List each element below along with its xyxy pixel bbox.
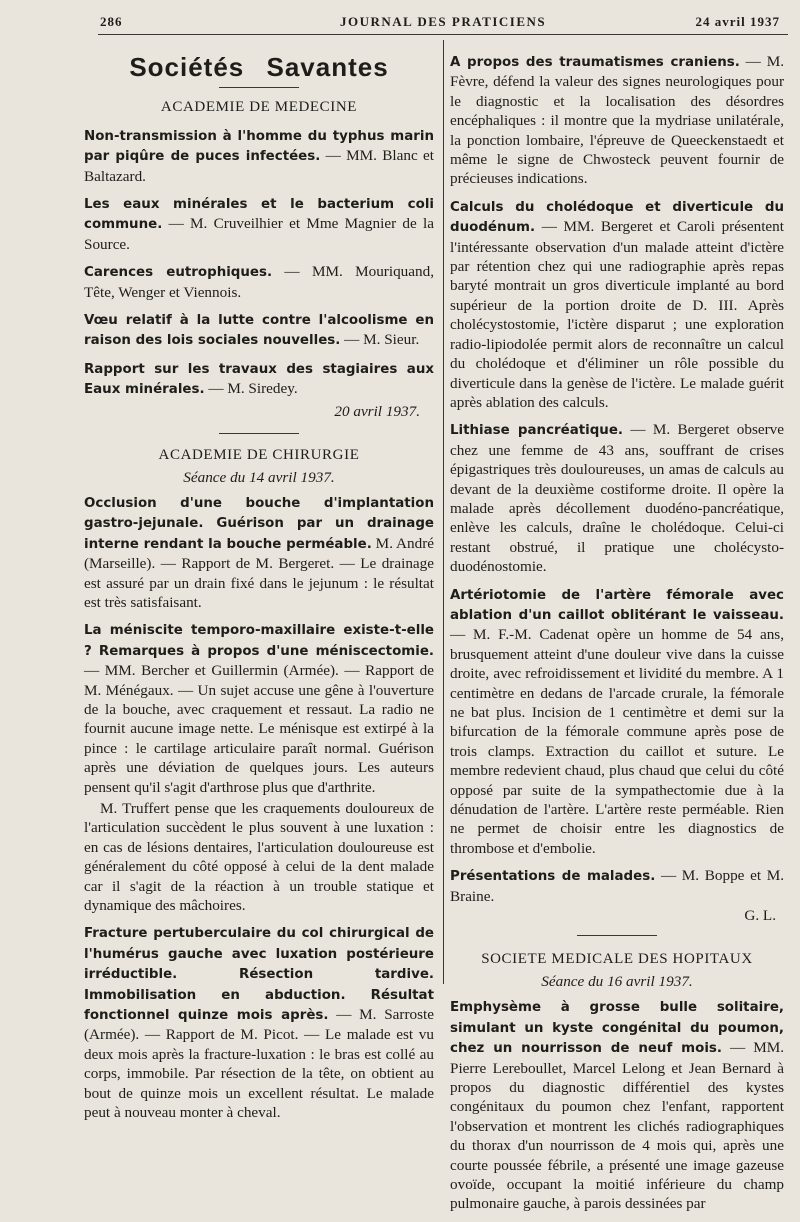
- article-text: — MM. Pierre Lereboullet, Marcel Lelong et Jean Bernard à propos du diagnostic différentiel des kystes congénitaux du poumon chez l'enfant, rapportent l'observation et montrent les clichés radiographiques du thorax d'un nourrisson de 4 mois qui, après une courte poussée fébrile, a présenté une image gazeuse ovoïde, occupant la moitié inférieure du champ pulmonaire gauche, à parois dessinées par: [450, 1039, 784, 1213]
- article-title: Vœu relatif à la lutte contre l'alcoolisme en raison des lois sociales nouvelles.: [84, 313, 434, 349]
- article-text: — MM. Bercher et Guillermin (Armée). — Rapport de M. Ménégaux. — Un sujet accuse une gêne à l'ouverture de la bouche, avec craquement et ressaut. La radio ne fournit aucune image nette. Le ménisque est extirpé à la pince : le cartilage articulaire paraît normal. Guérison après une déviation de quelques jours. Les auteurs pensent qu'il s'agit d'arthrose plus que d'arthrite.: [84, 662, 434, 796]
- article-title: A propos des traumatismes craniens.: [450, 55, 740, 70]
- article-title: Rapport sur les travaux des stagiaires aux Eaux minérales.: [84, 361, 434, 398]
- article-text: — M. Boppe et M. Braine.: [450, 867, 784, 905]
- article-title: Lithiase pancréatique.: [450, 423, 624, 439]
- article-text: M. Truffert pense que les craquements douloureux de l'articulation succèdent le plus souvent à une luxation : en cas de lésions dentaires, l'articulation douloureuse est généralement du côté opposé à celui de la dent malade car il s'agit de la réaction à un trouble statique et dynamique des mâchoires.: [84, 800, 434, 915]
- article-title: Emphysème à grosse bulle solitaire, simulant un kyste congénital du poumon, chez un nourrisson de neuf mois.: [450, 1000, 784, 1057]
- issue-date: 24 avril 1937: [695, 14, 780, 29]
- article-text: — M. Bergeret observe chez une femme de 43 ans, souffrant de crises épigastriques très douloureuses, un amas de calculs au devant de la deuxième costiforme droite. Il opère la malade après décollement duodéno-pancréatique, enlève les calculs, draîne le cholédoque. Celui-ci restant obstrué, il pratique une cholécysto-duodénostomie.: [450, 421, 784, 576]
- divider: [219, 87, 299, 88]
- journal-title: JOURNAL DES PRATICIENS: [340, 14, 547, 29]
- section-date: 20 avril 1937.: [334, 402, 420, 420]
- article-entry: [450, 197, 784, 412]
- article-entry: [84, 620, 434, 797]
- article-text: — MM. Bergeret et Caroli présentent l'intéressante observation d'un malade atteint d'ictère par rétention chez qui une radiographie après repas baryté montrait un gros diverticule implanté au bord supérieur de la portion droite de D. III. Après cholécystostomie, l'ictère disparut ; une exploration radio-lipiodolée permit alors de reconnaître un calcul du cholédoque et d'éliminer un rôle possible du diverticule dans la genèse de l'ictère. Le malade guérit après ablation des calculs.: [450, 218, 784, 411]
- article-text: — M. F.-M. Cadenat opère un homme de 54 ans, brusquement atteint d'une douleur vive dans la cuisse droite, avec refroidissement et lividité du membre. A 1 centimètre en dedans de l'arcade crurale, la fémorale ne bat plus. Incision de 1 centimètre et demi sur la bifurcation de la fémorale commune après pose de trois clamps. Extraction du caillot et suture. Le membre redevient chaud, plus chaud que celui du côté opposé par suite de la sympathectomie due à la dénudation de l'artère. L'artère reste perméable. Rien ne permet de choisir entre les diagnostics de thrombose et d'embolie.: [450, 626, 784, 857]
- section-title-academie-chirurgie: ACADEMIE DE CHIRURGIE: [158, 447, 360, 464]
- article-entry: [84, 923, 434, 1122]
- article-text: — MM. Mouriquand, Tête, Wenger et Viennois.: [84, 263, 434, 301]
- article-text: — M. Sieur.: [340, 331, 420, 349]
- article-text: — M. Cruveilhier et Mme Magnier de la Source.: [84, 215, 434, 253]
- divider: [219, 433, 299, 434]
- left-column: [84, 52, 434, 1131]
- article-text: — MM. Blanc et Baltazard.: [84, 147, 434, 185]
- article-entry: [450, 52, 784, 189]
- article-text: — M. Fèvre, défend la valeur des signes neurologiques pour le diagnostic et la localisation des désordres encéphaliques : il montre que la mydriase unilatérale, la ponction lombaire, l'épreuve de Queeckenstaedt et même le signe de Chwosteck peuvent fournir de précieuses indications.: [450, 53, 784, 188]
- article-entry: [84, 799, 434, 915]
- article-title: La méniscite temporo-maxillaire existe-t-elle ? Remarques à propos d'une méniscectomie.: [84, 623, 434, 659]
- signature: G. L.: [744, 907, 776, 925]
- article-title: Artériotomie de l'artère fémorale avec ablation d'un caillot oblitérant le vaisseau.: [450, 587, 784, 623]
- article-text: — M. Siredey.: [204, 380, 298, 398]
- article-title: Calculs du cholédoque et diverticule du duodénum.: [450, 199, 784, 236]
- page-title: Sociétés Savantes: [129, 52, 389, 82]
- seance-date: Séance du 16 avril 1937.: [541, 972, 693, 990]
- article-entry: [84, 493, 434, 612]
- article-title: Fracture pertuberculaire du col chirurgical de l'humérus gauche avec luxation postérieure irréductible. Résection tardive. Immobilisation en abduction. Résultat fonctionnel quinze mois après.: [84, 926, 434, 1024]
- article-title: Présentations de malades.: [450, 869, 656, 885]
- section-title-academie-medecine: ACADEMIE DE MEDECINE: [160, 99, 358, 116]
- article-entry: [450, 420, 784, 576]
- article-title: Les eaux minérales et le bacterium coli commune.: [84, 197, 434, 233]
- article-entry: [84, 310, 434, 351]
- seance-date: Séance du 14 avril 1937.: [183, 468, 335, 486]
- column-rule: [443, 40, 444, 984]
- article-title: Occlusion d'une bouche d'implantation gastro-jejunale. Guérison par un drainage interne rendant la bouche perméable.: [84, 495, 434, 552]
- article-text: — M. Sarroste (Armée). — Rapport de M. Picot. — Le malade est vu deux mois après la fracture-luxation : le bras est collé au corps, immobile. Par résection de la tête, on obtient au bout de quinze mois un excellent résultat. Le malade peut à nouveau monter à cheval.: [84, 1006, 434, 1122]
- divider: [577, 935, 657, 936]
- article-entry: [84, 359, 434, 400]
- running-header: [100, 12, 780, 34]
- article-title: Non-transmission à l'homme du typhus marin par piqûre de puces infectées.: [84, 128, 434, 165]
- article-entry: [450, 997, 784, 1213]
- header-rule: [98, 34, 788, 35]
- article-entry: [450, 866, 784, 906]
- article-entry: [84, 262, 434, 302]
- article-entry: [84, 126, 434, 186]
- section-title-societe-medicale: SOCIETE MEDICALE DES HOPITAUX: [481, 951, 753, 968]
- article-text: M. André (Marseille). — Rapport de M. Bergeret. — Le drainage est assuré par un drain fixé dans le jejunum : le résultat est très satisfaisant.: [84, 534, 434, 611]
- page-number: 286: [100, 14, 123, 29]
- article-entry: [450, 585, 784, 859]
- right-column: [450, 52, 784, 1222]
- article-title: Carences eutrophiques.: [84, 265, 273, 281]
- article-entry: [84, 194, 434, 254]
